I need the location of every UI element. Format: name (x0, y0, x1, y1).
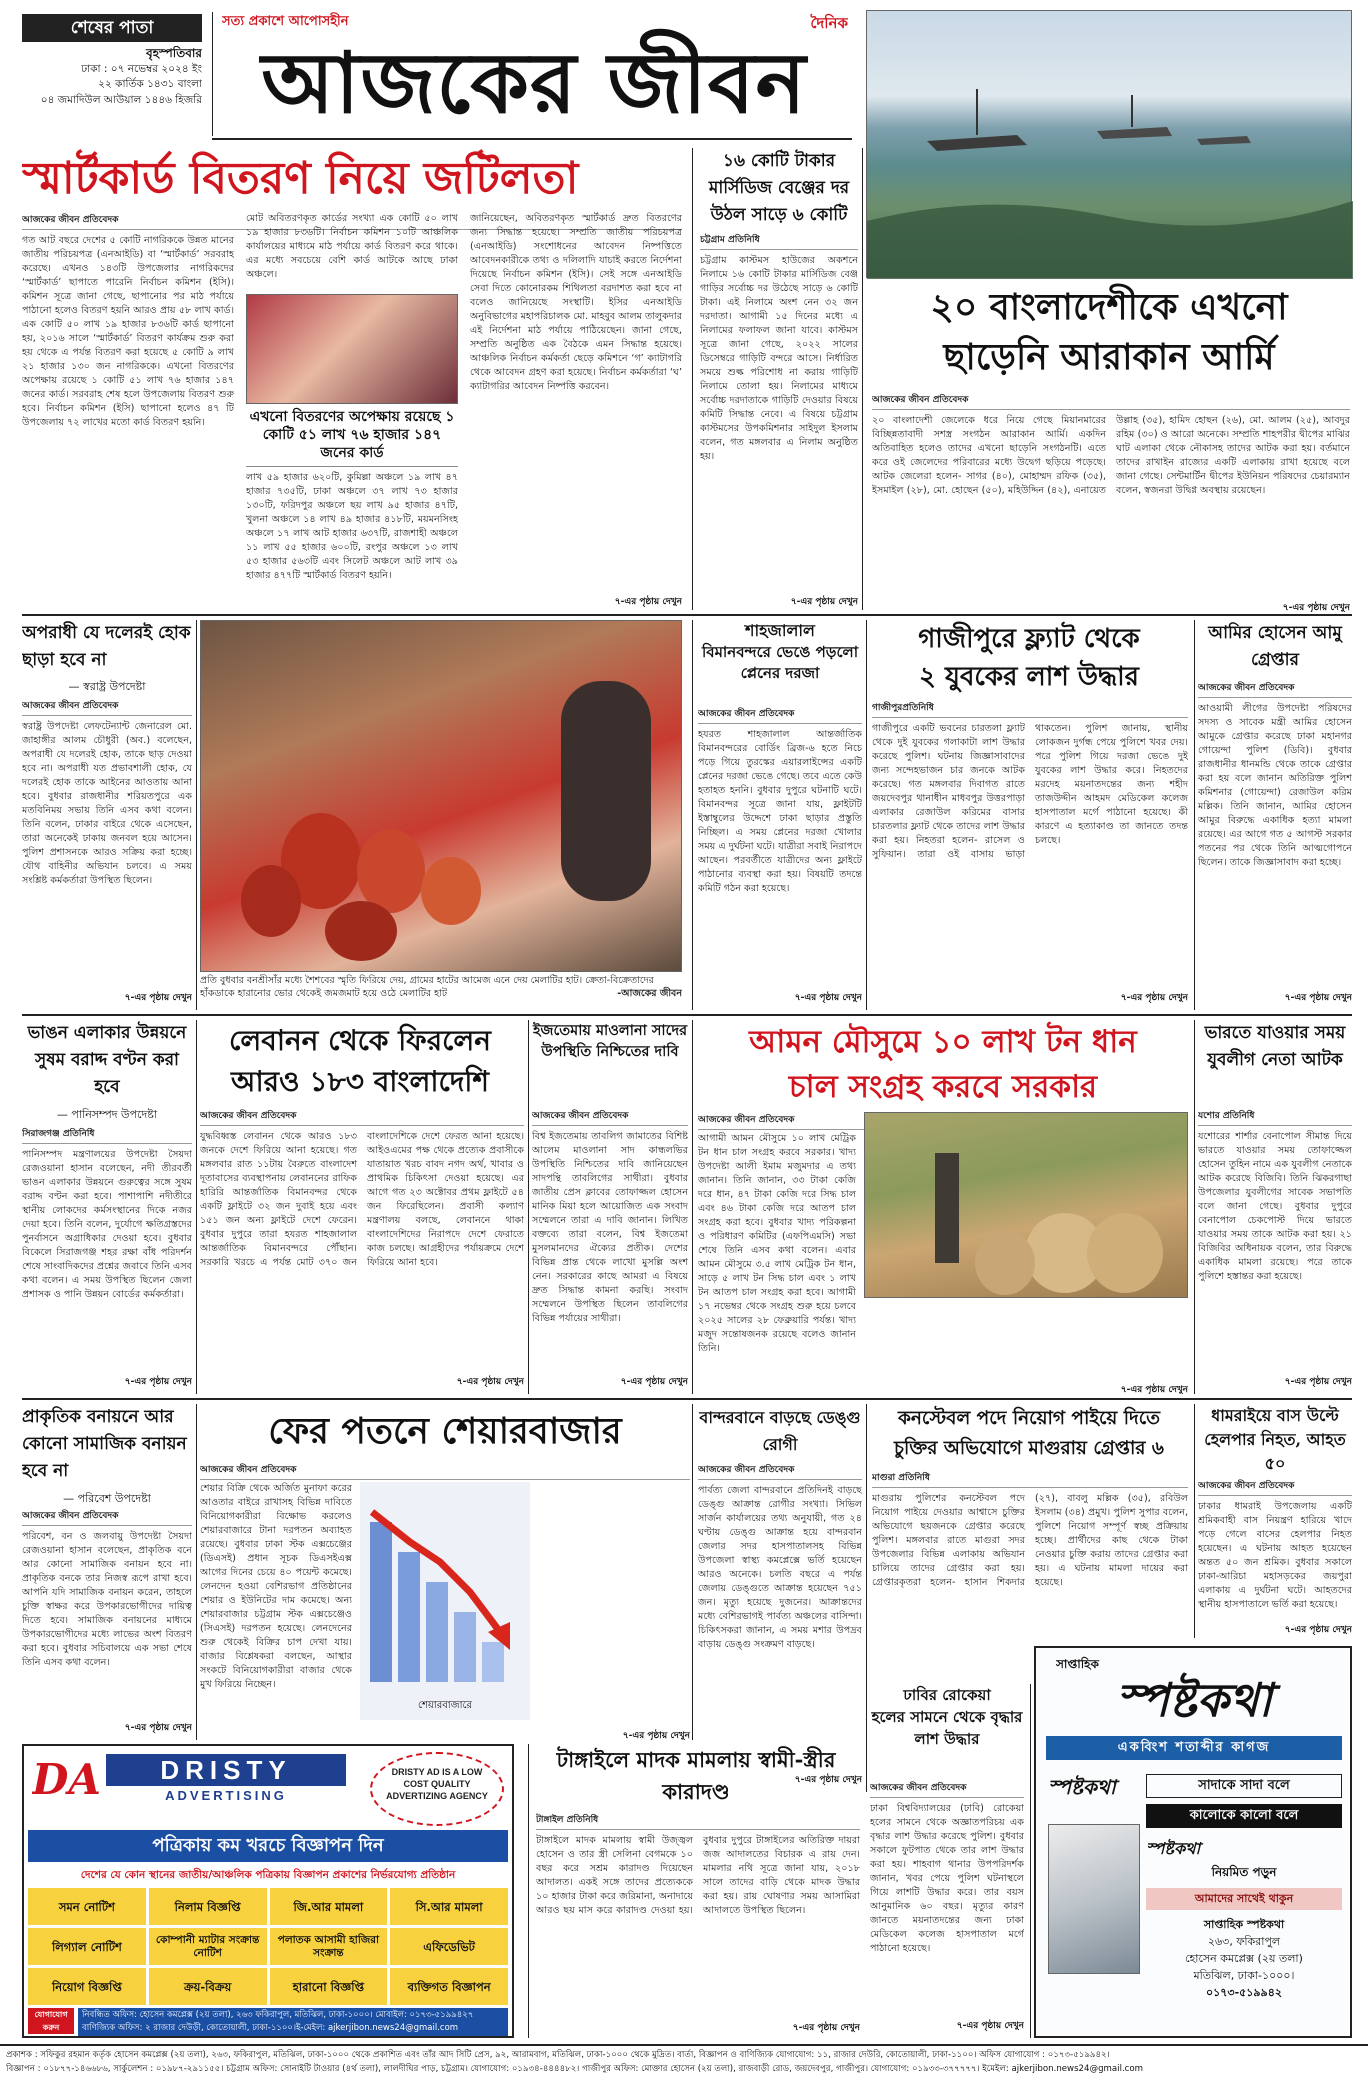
mercedes-headline: ১৬ কোটি টাকার মার্সিডিজ বেঞ্জের দর উঠল সাড়ে ৬ কোটি (708, 151, 850, 225)
service-cell: সমন নোটিশ (28, 1888, 146, 1925)
constable-body: মাগুরায় পুলিশের কনস্টেবল পদে নিয়োগ পাইয়ে দেওয়ার আশ্বাসে চুক্তির অভিযোগে ছয়জনকে গ্রেপ্তার করেছে পুলিশ। মঙ্গলবার রাতে মাগুরা সদর উপজেলার বিভিন্ন এলাকায় অভিযান চালিয়ে তাদের গ্রেপ্তার করা হয়। গ্রেপ্তারকৃতরা হলেন- হাসান শিকদার (২৭), বাবলু মল্লিক (৩৫), রবিউল ইসলাম (৩৪) প্রমুখ। পুলিশ সুপার বলেন, পুলিশে নিয়োগ সম্পূর্ণ স্বচ্ছ প্রক্রিয়ায় হচ্ছে। প্রার্থীদের কাছ থেকে টাকা নেওয়ার চুক্তি করায় তাদের গ্রেপ্তার করা হয়। এ ঘটনায় মামলা দায়ের করা হয়েছে। (872, 1493, 1188, 1588)
masthead-daily: দৈনিক (810, 14, 848, 32)
ijtema-article (532, 1108, 688, 1394)
gazipur-body: গাজীপুরে একটি ভবনের চারতলা ফ্ল্যাট থেকে দুই যুবকের গলাকাটা লাশ উদ্ধার করেছে পুলিশ। ঘটনায় জিজ্ঞাসাবাদের জন্য সন্দেহভাজন চার জনকে আটক করেছে। গত মঙ্গলবার দিবাগত রাতে জয়দেবপুর থানাধীন মাধবপুর উত্তরপাড়া এলাকার রেজাউল করিমের বাসার চারতলার ফ্ল্যাট থেকে তাদের লাশ উদ্ধার করা হয়। নিহতরা হলেন- রাসেল ও সুফিয়ান। তারা ওই বাসায় ভাড়া থাকতেন। পুলিশ জানায়, স্থানীয় লোকজন দুর্গন্ধ পেয়ে পুলিশে খবর দেয়। পরে পুলিশ গিয়ে দরজা ভেঙে দুই যুবকের লাশ উদ্ধার করে। নিহতদের মরদেহ ময়নাতদন্তের জন্য শহীদ তাজউদ্দীন আহমদ মেডিকেল কলেজ হাসপাতাল মর্গে পাঠানো হয়েছে। কী কারণে এ হত্যাকাণ্ড তা জানতে তদন্ত চলছে। (872, 723, 1188, 860)
arakan-headline-line1: ২০ বাংলাদেশীকে এখনো (930, 286, 1288, 328)
dengue-body: পার্বত্য জেলা বান্দরবানে প্রতিদিনই বাড়ছে ডেঙ্গু আক্রান্ত রোগীর সংখ্যা। সিভিল সার্জন কার্যালয়ের তথ্য অনুযায়ী, গত ২৪ ঘণ্টায় ডেঙ্গু আক্রান্ত হয়ে বান্দরবান জেলার সদর হাসপাতালসহ বিভিন্ন উপজেলা স্বাস্থ্য কমপ্লেক্সে ভর্তি হয়েছেন আরও অনেকে। চলতি বছরে এ পর্যন্ত জেলায় ডেঙ্গুতে আক্রান্ত হয়েছেন ৭৫১ জন। মৃত্যু হয়েছে দুজনের। আক্রান্তদের মধ্যে বেশিরভাগই পার্বত্য অঞ্চলের বাসিন্দা। চিকিৎসকরা জানান, এ সময় মশার উপদ্রব বাড়ায় ডেঙ্গু সংক্রমণ বাড়ছে। (698, 1485, 862, 1650)
lebanon-headline (200, 1020, 520, 1102)
imprint-line1: প্রকাশক : সফিকুর রহমান কর্তৃক হোসেন কমপ্লেক্স (২য় তলা), ২৬৩, ফকিরাপুল, মতিঝিল, ঢাকা-১০০০ থেকে প্রকাশিত এবং তাঁর আদ সিটি প্রেস, ৯২, আরামবাগ, মতিঝিল, ঢাকা-১০০০ থেকে মুদ্রিত। বার্তা, বিজ্ঞাপন ও বাণিজ্যিক যোগাযোগ: ১১, রাজার দেউরি, কোতোয়ালী, ঢাকা-১১০০। অফিস যোগাযোগ : ০১৭৩-৫১৯৯৪২। (6, 2050, 1110, 2060)
dristy-logo-letters: DA (32, 1755, 102, 1804)
shahjalal-byline: আজকের জীবন প্রতিবেদক (698, 706, 862, 724)
spastakatha-office-name: সাপ্তাহিক স্পষ্টকথা (1203, 1918, 1285, 1931)
slum-body: পানিসম্পদ মন্ত্রণালয়ের উপদেষ্টা সৈয়দা রেজওয়ানা হাসান বলেছেন, নদী তীরবর্তী ভাঙন এলাকার উন্নয়নে গুরুত্বের সঙ্গে সুষম বরাদ্দ বণ্টন করা হবে। পাশাপাশি নদীতীরে স্থানীয় লোকদের কর্মসংস্থানের দিকে নজর দেয়া হবে। তিনি বলেন, দুর্যোগে ক্ষতিগ্রস্তদের পুনর্বাসনে অগ্রাধিকার দেওয়া হবে। বুধবার বিকেলে সিরাজগঞ্জ শহর রক্ষা বাঁধ পরিদর্শন শেষে সাংবাদিকদের প্রশ্নের জবাবে তিনি এসব কথা বলেন। এ সময় উপস্থিত ছিলেন জেলা প্রশাসক ও পানি উন্নয়ন বোর্ডের কর্মকর্তারা। (22, 1149, 192, 1300)
nature-article (22, 1508, 192, 1740)
constable-headline (870, 1404, 1188, 1466)
day: বৃহস্পতিবার (146, 46, 202, 60)
market-photo (200, 620, 682, 972)
mercedes-article (700, 232, 858, 612)
nature-body: পরিবেশ, বন ও জলবায়ু উপদেষ্টা সৈয়দা রেজওয়ানা হাসান বলেছেন, প্রাকৃতিক বনে আর কোনো সামাজিক বনায়ন হবে না। প্রাকৃতিক বনকে তার নিজস্ব রূপে রাখা হবে। আপনি যদি সামাজিক বনায়ন করেন, তাহলে চুক্তি স্বাক্ষর করে উপকারভোগীদের দায়িত্ব দিতে হবে। সামাজিক বনায়নের মাধ্যমে উপকারভোগীদের মধ্যে লাভের অংশ বিতরণ করা হবে। বুধবার সচিবালয়ে এক সভা শেষে তিনি এসব কথা বলেন। (22, 1531, 192, 1668)
bus-headline: ধামরাইয়ে বাস উল্টে হেলপার নিহত, আহত ৫০ (1204, 1406, 1346, 1473)
share-byline: আজকের জীবন প্রতিবেদক (200, 1462, 690, 1480)
service-cell: কোম্পানী ম্যাটার সংক্রান্ত নোটিশ (149, 1928, 267, 1965)
lebanon-article (200, 1108, 524, 1394)
youth-league-article (1198, 1108, 1352, 1394)
nature-byline: আজকের জীবন প্রতিবেদক (22, 1508, 192, 1526)
spastakatha-with-us: আমাদের সাথেই থাকুন (1146, 1888, 1342, 1910)
youth-league-headline: ভারতে যাওয়ার সময় যুবলীগ নেতা আটক (1204, 1023, 1346, 1070)
bus-byline: আজকের জীবন প্রতিবেদক (1198, 1478, 1352, 1496)
date-hijri: ০৪ জমাদিউল আউয়াল ১৪৪৬ হিজরি (40, 93, 202, 106)
masthead-tagline: সত্য প্রকাশে আপোসহীন (222, 14, 349, 29)
amir-article (1198, 680, 1352, 1010)
shahjalal-continue: ৭-এর পৃষ্ঠায় দেখুন (794, 993, 862, 1003)
amir-body: আওয়ামী লীগের উপদেষ্টা পরিষদের সদস্য ও সাবেক মন্ত্রী আমির হোসেন আমুকে গ্রেপ্তার করেছে ঢাকা মহানগর গোয়েন্দা পুলিশ (ডিবি)। বুধবার রাজধানীর ধানমন্ডি থেকে তাকে গ্রেপ্তার করা হয় বলে জানান অতিরিক্ত পুলিশ কমিশনার (গোয়েন্দা) রেজাউল করিম মল্লিক। তিনি জানান, আমির হোসেন আমুর বিরুদ্ধে একাধিক হত্যা মামলা রয়েছে। এর আগে গত ৫ আগস্ট সরকার পতনের পর থেকে তিনি আত্মগোপনে ছিলেন। তাকে জিজ্ঞাসাবাদ করা হচ্ছে। (1198, 703, 1352, 868)
spastakatha-addr3: মতিঝিল, ঢাকা-১০০০। (1193, 1969, 1295, 1982)
spastakatha-ad[interactable] (1034, 1646, 1352, 2038)
market-photo-caption (200, 974, 682, 1010)
ijtema-body: বিশ্ব ইজতেমায় তাবলিগ জামাতের বিশিষ্ট আলেম মাওলানা সাদ কান্ধলভির উপস্থিতি নিশ্চিতের দাবি জানিয়েছেন সাদপন্থি তাবলিগের সাথীরা। বুধবার জাতীয় প্রেস ক্লাবের তোফাজ্জল হোসেন মানিক মিয়া হলে আয়োজিত এক সংবাদ সম্মেলনে তারা এ দাবি জানান। লিখিত বক্তব্যে তারা বলেন, বিশ্ব ইজতেমা মুসলমানদের ঐক্যের প্রতীক। দেশের বিভিন্ন প্রান্ত থেকে লাখো মুসল্লি অংশ নেন। সরকারের কাছে আমরা এ বিষয়ে দ্রুত সিদ্ধান্ত কামনা করছি। সংবাদ সম্মেলনে উপস্থিত ছিলেন তাবলিগের বিভিন্ন পর্যায়ের সাথীরা। (532, 1131, 688, 1324)
slum-continue: ৭-এর পৃষ্ঠায় দেখুন (124, 1377, 192, 1387)
imprint-line2: বিজ্ঞাপন : ০১৮৭৭-১৪৬৬৮৬, সার্কুলেশন : ০১৯৮৭-২৯১১৫৫। চট্টগ্রাম অফিস: সোনাইটি টাওয়ার (৪র্থ তলা), লালদীঘির পাড়, চট্টগ্রাম। যোগাযোগ: ০১৯৩৪-৪৪৪৪৮২। গাজীপুর অফিস: মোক্তার হোসেন (২য় তলা), রাজবাড়ী রোড, জয়দেবপুর, গাজীপুর। যোগাযোগ: ০১৯৩৩-৩৭৭৭৭৭। ইমেইল: ajkerjibon.news24@gmail.com (6, 2064, 1144, 2074)
spastakatha-addr2: হোসেন কমপ্লেক্স (২য় তলা) (1185, 1952, 1303, 1965)
service-cell: লিগ্যাল নোটিশ (28, 1928, 146, 1965)
tangail-byline: টাঙ্গাইল প্রতিনিধি (536, 1812, 860, 1830)
service-cell: নিলাম বিজ্ঞপ্তি (149, 1888, 267, 1925)
dhabi-byline: আজকের জীবন প্রতিবেদক (870, 1780, 1024, 1798)
lead-col1: গত আট বছরে দেশের ৫ কোটি নাগরিককে উন্নত মানের জাতীয় পরিচয়পত্র (এনআইডি) বা ‘স্মার্টকার্ড’ সরবরাহ করেছে। এখনও ১৪৩টি উপজেলার নাগরিকদের ‘স্মার্টকার্ড’ ছাপাতে পারেনি নির্বাচন কমিশন (ইসি)। কমিশন সূত্রে জানা গেছে, ছাপানোর পর মাঠ পর্যায়ে পাঠানো হলেও বিতরণ হয়নি আরও প্রায় ৫৮ লাখ কার্ড। এক কোটি ৫০ লাখ ১৯ হাজার ৮৩৬টি কার্ড ছাপানো হয়, ২০১৬ সালে ‘স্মার্টকার্ড’ বিতরণ কার্যক্রম শুরু করা হয় থেকে এ পর্যন্ত বিতরণ করা হয়েছে ৫ কোটি ৯ লাখ ২১ হাজার ১৩০ জন নাগরিককে। এখনো বিতরণের অপেক্ষায় রয়েছে ১ কোটি ৫১ লাখ ৭৬ হাজার ১৪৭ জনের কার্ড। সরবরাহ শেষ হলে উপজেলায় বিতরণ শুরু হবে। নির্বাচন কমিশন (ইসি) ছাপানো হলেও ৪৭ টি উপজেলায় ৭২ লাখের মতো কার্ড বিতরণ হয়নি। (22, 235, 234, 428)
dengue-article (698, 1462, 862, 1792)
falling-chart-illustration (360, 1482, 530, 1692)
lead-col2b: লাখ ৫৯ হাজার ৬২০টি, কুমিল্লা অঞ্চলে ১৯ লাখ ৪৭ হাজার ৭৩৫টি, ঢাকা অঞ্চলে ৩৭ লাখ ৭৩ হাজার ১৩০টি, ফরিদপুর অঞ্চলে ছয় লাখ ৯৫ হাজার ৪৭টি, খুলনা অঞ্চলে ১৪ লাখ ৪৯ হাজার ৪১৮টি, ময়মনসিংহ অঞ্চলে ১৭ লাখ আট হাজার ৬৩৭টি, রাজশাহী অঞ্চলে ১১ লাখ ৫৫ হাজার ৬০০টি, রংপুর অঞ্চলে ১৩ লাখ ৫৩ হাজার ৫৬৩টি এবং সিলেট অঞ্চলে আট লাখ ৩৯ হাজার ৪৭৭টি স্মার্টকার্ড বিতরণ হয়নি। (246, 472, 458, 581)
arakan-article (872, 392, 1350, 612)
aman-headline (698, 1020, 1188, 1110)
lead-byline: আজকের জীবন প্রতিবেদক (22, 212, 682, 230)
boats-illustration (867, 11, 1353, 279)
dhabi-kicker: ঢাবির রোকেয়া (903, 1686, 991, 1704)
mercedes-continue: ৭-এর পৃষ্ঠায় দেখুন (790, 597, 858, 607)
spastakatha-phone: ০১৭৩-৫১৯৯৪২ (1205, 1986, 1282, 1999)
gazipur-headline-line1: গাজীপুরে ফ্ল্যাট থেকে (918, 624, 1140, 654)
tangail-article (536, 1812, 860, 2038)
rice-photo (864, 1112, 1188, 1298)
boats-photo (866, 10, 1352, 278)
ijtema-byline: আজকের জীবন প্রতিবেদক (532, 1108, 688, 1126)
imprint-footer (6, 2048, 1362, 2090)
dhabi-title: হলের সামনে থেকে বৃদ্ধার লাশ উদ্ধার (871, 1708, 1023, 1748)
arakan-headline (866, 282, 1352, 382)
arakan-headline-line2: ছাড়েনি আরাকান আর্মি (943, 336, 1275, 378)
dhabi-body: ঢাকা বিশ্ববিদ্যালয়ের (ঢাবি) রোকেয়া হলের সামনে থেকে অজ্ঞাতপরিচয় এক বৃদ্ধার লাশ উদ্ধার করেছে পুলিশ। বুধবার সকালে ফুটপাত থেকে তার লাশ উদ্ধার করা হয়। শাহবাগ থানার উপপরিদর্শক জানান, খবর পেয়ে পুলিশ ঘটনাস্থলে গিয়ে লাশটি উদ্ধার করে। তার বয়স আনুমানিক ৬০ বছর। মৃত্যুর কারণ জানতে ময়নাতদন্তের জন্য ঢাকা মেডিকেল কলেজ হাসপাতাল মর্গে পাঠানো হয়েছে। (870, 1803, 1024, 1954)
bus-article (1198, 1478, 1352, 1638)
youth-league-byline: যশোর প্রতিনিধি (1198, 1108, 1352, 1126)
bus-continue: ৭-এর পৃষ্ঠায় দেখুন (1284, 1625, 1352, 1635)
aman-article (698, 1112, 1188, 1394)
dhabi-headline (870, 1684, 1024, 1776)
nature-continue: ৭-এর পৃষ্ঠায় দেখুন (124, 1723, 192, 1733)
rice-sacks-illustration (865, 1113, 1188, 1299)
dengue-continue: ৭-এর পৃষ্ঠায় দেখুন (794, 1775, 862, 1785)
dristy-address (78, 2008, 508, 2036)
service-cell: জি.আর মামলা (270, 1888, 388, 1925)
lebanon-continue: ৭-এর পৃষ্ঠায় দেখুন (456, 1377, 524, 1387)
gazipur-byline: গাজীপুরপ্রতিনিধি (872, 700, 1188, 718)
aman-byline: আজকের জীবন প্রতিবেদক (698, 1112, 1188, 1130)
accused-byline: আজকের জীবন প্রতিবেদক (22, 698, 192, 716)
spastakatha-weekly: সাপ্তাহিক (1056, 1657, 1099, 1671)
gazipur-article (872, 700, 1188, 1010)
share-continue: ৭-এর পৃষ্ঠায় দেখুন (622, 1731, 690, 1740)
dengue-byline: আজকের জীবন প্রতিবেদক (698, 1462, 862, 1480)
lead-continue: ৭-এর পৃষ্ঠায় দেখুন (614, 597, 682, 607)
dristy-badge: DRISTY AD IS A LOW COST QUALITY ADVERTIZING AGENCY (370, 1752, 504, 1826)
spastakatha-tagline: একবিংশ শতাব্দীর কাগজ (1046, 1736, 1342, 1760)
accused-continue: ৭-এর পৃষ্ঠায় দেখুন (124, 993, 192, 1003)
issue-date (22, 46, 202, 134)
lead-col2: মোট অবিতরণকৃত কার্ডের সংখ্যা এক কোটি ৫০ লাখ ১৯ হাজার ৮৩৬টি। নির্বাচন কমিশন ১০টি আঞ্চলিক কার্যালয়ের মাধ্যমে মাঠ পর্যায়ে কার্ড বিতরণ করে থাকে। এর মধ্যে সবচেয়ে বেশি কার্ড আটকে আছে ঢাকা অঞ্চলে। (246, 213, 458, 280)
date-bangla: ২২ কার্তিক ১৪৩১ বাংলা (98, 78, 202, 90)
aman-headline-line2: চাল সংগ্রহ করবে সরকার (788, 1069, 1098, 1105)
constable-byline: মাগুরা প্রতিনিধি (872, 1470, 1188, 1488)
shahjalal-headline (698, 620, 862, 704)
dristy-sub-banner: দেশের যে কোন স্থানের জাতীয়/আঞ্চলিক পত্রিকায় বিজ্ঞাপন প্রকাশের নির্ভরযোগ্য প্রতিষ্ঠান (80, 1869, 456, 1881)
spastakatha-title: স্পষ্টকথা (1116, 1673, 1272, 1727)
gazipur-headline-line2: ২ যুবকের লাশ উদ্ধার (919, 662, 1139, 692)
constable-headline-line2: চুক্তির অভিযোগে মাগুরায় গ্রেপ্তার ৬ (894, 1438, 1164, 1459)
accused-body: স্বরাষ্ট্র উপদেষ্টা লেফটেন্যান্ট জেনারেল মো. জাহাঙ্গীর আলম চৌধুরী (অব.) বলেছেন, অপরাধী যে দলেরই হোক, তাকে ছাড় দেওয়া হবে না। অপরাধী যত প্রভাবশালী হোক, যে দলেরই হোক তাকে আইনের আওতায় আনা হবে। বুধবার রাজধানীর শরিয়তপুরে এক মতবিনিময় সভায় তিনি এসব কথা বলেন। তিনি বলেন, ঢাকার বাইরে থেকে এসেছেন, তারা অনেকেই ঢাকায় জনবল হয়ে আসেন। পুলিশ প্রশাসনকে আরও সক্রিয় করা হচ্ছে। যৌথ বাহিনীর অভিযান চলবে। এ সময় সংশ্লিষ্ট কর্মকর্তারা উপস্থিত ছিলেন। (22, 721, 192, 886)
newspaper-title: আজকের জীবন (261, 33, 807, 132)
share-article (200, 1462, 690, 1740)
dristy-banner: পত্রিকায় কম খরচে বিজ্ঞাপন দিন (28, 1830, 508, 1862)
dristy-logo (32, 1752, 352, 1810)
accused-article (22, 698, 192, 1010)
share-graphic-label: শেয়ারবাজারে (417, 1700, 473, 1711)
spastakatha-slogan1: সাদাকে সাদা বলে (1146, 1774, 1342, 1798)
aman-continue: ৭-এর পৃষ্ঠায় দেখুন (1120, 1385, 1188, 1394)
slum-headline: ভাঙন এলাকার উন্নয়নে সুষম বরাদ্দ বণ্টন করা হবে (27, 1023, 187, 1097)
slum-byline: সিরাজগঞ্জ প্রতিনিধি (22, 1126, 192, 1144)
lead-article (22, 212, 682, 614)
gazipur-continue: ৭-এর পৃষ্ঠায় দেখুন (1120, 993, 1188, 1003)
service-cell: নিয়োগ বিজ্ঞপ্তি (28, 1968, 146, 2005)
amir-headline: আমির হোসেন আমু গ্রেপ্তার (1208, 623, 1342, 670)
lead-headline: স্মার্টকার্ড বিতরণ নিয়ে জটিলতা (22, 153, 579, 204)
dristy-brand-sub: ADVERTISING (165, 1788, 287, 1803)
youth-league-body: যশোরের শার্শার বেনাপোল সীমান্ত দিয়ে ভারতে যাওয়ার সময় তোফাজ্জেল হোসেন তুহিন নামে এক যুবলীগ নেতাকে আটক করেছে বিজিবি। তিনি ঝিকরগাছা উপজেলার যুবলীগের সাবেক সভাপতি বলে জানা গেছে। বুধবার দুপুরে বেনাপোল চেকপোস্ট দিয়ে ভারতে যাওয়ার সময় তাকে আটক করা হয়। ২১ বিজিবির অধিনায়ক বলেন, তার বিরুদ্ধে একাধিক মামলা রয়েছে। পরে তাকে পুলিশে হস্তান্তর করা হয়েছে। (1198, 1131, 1352, 1282)
dristy-ad[interactable] (22, 1744, 514, 2038)
dristy-address-line1: নিবন্ধিত অফিস: হোসেন কমপ্লেক্স (২য় তলা), ২৬৩ ফকিরাপুল, মতিঝিল, ঢাকা-১০০০। মোবাইল: ০১৭৩-৫১৯৯৪২৭ (82, 2010, 474, 2020)
dristy-address-line2: বাণিজ্যিক অফিস: ২ রাজার দেউড়ী, কোতোয়ালী, ঢাকা-১১০০।ই-মেইল: ajkerjibon.news24@gmail.com (82, 2023, 459, 2033)
share-body: শেয়ার বিক্রি থেকে অর্জিত মুনাফা করের আওতার বাইরে রাখাসহ বিভিন্ন দাবিতে বিনিয়োগকারীরা বিক্ষোভ করলেও শেয়ারবাজারে টানা দরপতন অব্যাহত রয়েছে। বুধবার ঢাকা স্টক এক্সচেঞ্জের (ডিএসই) প্রধান সূচক ডিএসইএক্স আগের দিনের চেয়ে ৪০ পয়েন্ট কমেছে। লেনদেন হওয়া বেশিরভাগ প্রতিষ্ঠানের শেয়ার ও ইউনিটের দাম কমেছে। অন্য শেয়ারবাজার চট্টগ্রাম স্টক এক্সচেঞ্জেও (সিএসই) দরপতন হয়েছে। লেনদেনের শুরু থেকেই বিক্রির চাপ দেখা যায়। বাজার বিশ্লেষকরা বলছেন, আস্থার সংকটে বিনিয়োগকারীরা বাজার থেকে মুখ ফিরিয়ে নিচ্ছেন। (200, 1483, 352, 1690)
aman-headline-line1: আমন মৌসুমে ১০ লাখ টন ধান (749, 1024, 1137, 1060)
accused-headline: অপরাধী যে দলেরই হোক ছাড়া হবে না (22, 623, 191, 670)
accused-kicker: — স্বরাষ্ট্র উপদেষ্টা (68, 680, 146, 693)
service-cell: পলাতক আসামী হাজিরা সংক্রান্ত (270, 1928, 388, 1965)
lebanon-headline-line2: আরও ১৮৩ বাংলাদেশি (231, 1065, 489, 1098)
dristy-brand: DRISTY (106, 1754, 346, 1786)
shahjalal-title: বিমানবন্দরে ভেঙে পড়লো প্লেনের দরজা (701, 643, 859, 682)
dhabi-article (870, 1780, 1024, 2038)
spastakatha-slogan2: কালোকে কালো বলে (1146, 1804, 1342, 1828)
shahjalal-kicker: শাহজালাল (745, 621, 815, 640)
lebanon-headline-line1: লেবানন থেকে ফিরলেন (229, 1024, 491, 1057)
arakan-continue: ৭-এর পৃষ্ঠায় দেখুন (1282, 603, 1350, 612)
nature-kicker: — পরিবেশ উপদেষ্টা (63, 1492, 151, 1505)
smartcard-photo-caption: এখনো বিতরণের অপেক্ষায় রয়েছে ১ কোটি ৫১ লাখ ৭৬ হাজার ১৪৭ জনের কার্ড (246, 404, 458, 467)
spastakatha-mini-title-2: স্পষ্টকথা (1146, 1839, 1201, 1858)
date-english: ঢাকা : ০৭ নভেম্বর ২০২৪ ইং (81, 62, 202, 75)
mercedes-byline: চট্টগ্রাম প্রতিনিধি (700, 232, 858, 250)
gazipur-headline (870, 620, 1188, 696)
slum-kicker: — পানিসম্পদ উপদেষ্টা (56, 1108, 158, 1121)
dengue-headline: বান্দরবানে বাড়ছে ডেঙ্গু রোগী (699, 1408, 861, 1454)
dhabi-continue: ৭-এর পৃষ্ঠায় দেখুন (956, 2021, 1024, 2031)
ijtema-headline: ইজতেমায় মাওলানা সাদের উপস্থিতি নিশ্চিতের দাবি (532, 1022, 688, 1060)
youth-league-continue: ৭-এর পৃষ্ঠায় দেখুন (1284, 1377, 1352, 1387)
ijtema-continue: ৭-এর পৃষ্ঠায় দেখুন (620, 1377, 688, 1387)
market-caption-text: প্রতি বুধবার বনশ্রীসাঁর মধ্যে শৈশবের স্মৃতি ফিরিয়ে দেয়, গ্রামের হাটের আমেজ এনে দেয় মেলাটির হাট। ক্রেতা-বিক্রেতাদের হাঁকডাকে হারানোর ভোর থেকেই জমজমাট হয়ে ওঠে মেলাটির হাট (200, 975, 654, 999)
dristy-services-grid (28, 1888, 508, 2006)
share-headline: ফের পতনে শেয়ারবাজার (268, 1410, 622, 1452)
share-body-right (538, 1482, 690, 1720)
spastakatha-addr1: ২৬৩, ফকিরাপুল (1207, 1935, 1281, 1948)
spastakatha-mini-title: স্পষ্টকথা (1048, 1775, 1116, 1799)
service-cell: ক্রয়-বিক্রয় (149, 1968, 267, 2005)
share-graphic (360, 1482, 530, 1720)
mercedes-body: চট্টগ্রাম কাস্টমস হাউজের অকশনে নিলামে ১৬ কোটি টাকার মার্সিডিজ বেঞ্জ গাড়ির সর্বোচ্চ দর উঠেছে সাড়ে ৬ কোটি টাকা। এই নিলামে অংশ নেন ৩২ জন দরদাতা। আগামী ১৫ দিনের মধ্যে এ নিলামের ফলাফল জানা যাবে। কাস্টমস সূত্রে জানা গেছে, ২০২২ সালের ডিসেম্বরে গাড়িটি বন্দরে আসে। নির্ধারিত সময়ে শুল্ক পরিশোধ না করায় গাড়িটি নিলামে তোলা হয়। নিলামের মাধ্যমে সর্বোচ্চ দরদাতাকে গাড়িটি দেওয়ার বিষয়ে কমিটি সিদ্ধান্ত নেবে। এ বিষয়ে চট্টগ্রাম কাস্টমসের উপকমিশনার সাইদুল ইসলাম বলেন, গত মঙ্গলবার এ নিলাম অনুষ্ঠিত হয়। (700, 255, 858, 462)
lebanon-body: যুদ্ধবিধ্বস্ত লেবানন থেকে আরও ১৮৩ জনকে দেশে ফিরিয়ে আনা হয়েছে। গত মঙ্গলবার রাত ১১টায় বৈরুতে বাংলাদেশ দূতাবাসের ব্যবস্থাপনায় লেবাননের রাফিক হারিরি আন্তর্জাতিক বিমানবন্দর থেকে একটি ফ্লাইটে ৩২ জন দুবাই হয়ে এবং ১৫১ জন অন্য ফ্লাইটে দেশে ফেরেন। বুধবার দুপুরে তারা হযরত শাহজালাল আন্তর্জাতিক বিমানবন্দরে পৌঁছান। সরকারি খরচে এ পর্যন্ত মোট ৩৭০ জন বাংলাদেশিকে দেশে ফেরত আনা হয়েছে। আইওএমের পক্ষ থেকে প্রত্যেক প্রবাসীকে যাতায়াত খরচ বাবদ নগদ অর্থ, খাবার ও প্রাথমিক চিকিৎসা দেওয়া হয়েছে। এর আগে গত ২৩ অক্টোবর প্রথম ফ্লাইটে ৫৪ জন ফিরেছিলেন। প্রবাসী কল্যাণ মন্ত্রণালয় বলছে, লেবাননে থাকা বাংলাদেশিদের নিরাপদে দেশে ফেরাতে কাজ চলছে। আগ্রহীদের পর্যায়ক্রমে দেশে ফিরিয়ে আনা হবে। (200, 1131, 524, 1268)
arakan-byline: আজকের জীবন প্রতিবেদক (872, 392, 1350, 410)
nature-headline: প্রাকৃতিক বনায়নে আর কোনো সামাজিক বনায়ন হবে না (22, 1407, 187, 1481)
tangail-body: টাঙ্গাইলে মাদক মামলায় স্বামী উজ্জ্বল হোসেন ও তার স্ত্রী সেলিনা বেগমকে ১০ বছর করে সশ্রম কারাদণ্ড দিয়েছেন আদালত। একই সঙ্গে তাদের প্রত্যেককে ১০ হাজার টাকা করে জরিমানা, অনাদায়ে আরও ছয় মাস করে কারাদণ্ড দেওয়া হয়। বুধবার দুপুরে টাঙ্গাইলের অতিরিক্ত দায়রা জজ আদালতের বিচারক এ রায় দেন। মামলার নথি সূত্রে জানা যায়, ২০১৮ সালে তাদের বাড়ি থেকে মাদক উদ্ধার করা হয়। রায় ঘোষণার সময় আসামিরা আদালতে উপস্থিত ছিলেন। (536, 1835, 860, 1916)
dristy-contact-label: যোগাযোগ করুন (28, 2008, 74, 2034)
spastakatha-office (1146, 1916, 1342, 2026)
tangail-continue: ৭-এর পৃষ্ঠায় দেখুন (792, 2023, 860, 2033)
lebanon-byline: আজকের জীবন প্রতিবেদক (200, 1108, 524, 1126)
slum-article (22, 1126, 192, 1394)
service-cell: হারানো বিজ্ঞপ্তি (270, 1968, 388, 2005)
amir-byline: আজকের জীবন প্রতিবেদক (1198, 680, 1352, 698)
service-cell: এফিডেভিট (390, 1928, 508, 1965)
photo-credit: -আজকের জীবন (617, 988, 682, 999)
tangail-headline: টাঙ্গাইলে মাদক মামলায় স্বামী-স্ত্রীর কারাদণ্ড (556, 1747, 836, 1804)
smartcard-photo (246, 294, 458, 404)
spastakatha-read: নিয়মিত পড়ুন (1211, 1865, 1277, 1879)
constable-headline-line1: কনস্টেবল পদে নিয়োগ পাইয়ে দিতে (897, 1408, 1161, 1429)
amir-continue: ৭-এর পৃষ্ঠায় দেখুন (1284, 993, 1352, 1003)
arakan-body: ২০ বাংলাদেশী জেলেকে ধরে নিয়ে গেছে মিয়ানমারের বিচ্ছিন্নতাবাদী সশস্ত্র সংগঠন আরাকান আর্মি। একদিন অতিবাহিত হলেও তাদের এখনো ছাড়েনি সংগঠনটি। এতে করে ওই জেলেদের পরিবারের মধ্যে উদ্বেগ ছড়িয়ে পড়েছে। আটক জেলেরা হলেন- সাগর (৪০), মোহাম্মদ রফিক (৩৫), ইসমাইল (২৮), মো. হোছেন (৫০), মহিউদ্দিন (৪২), এনায়েত উল্লাহ (৩৫), হামিদ হোছন (২৬), মো. আলম (২৫), আবদুর রহিম (৩০) ও আরো অনেকে। সম্প্রতি শাহপরীর দ্বীপের মাঝির ঘাট এলাকা থেকে নৌকাসহ তাদের আটক করা হয়। বর্তমানে তাদের রাখাইন রাজ্যের একটি এলাকায় রাখা হয়েছে বলে জানা গেছে। সেন্টমার্টিন দ্বীপের ইউনিয়ন পরিষদের চেয়ারম্যান বলেন, স্বজনরা উদ্বিগ্ন অবস্থায় রয়েছেন। (872, 415, 1350, 496)
pottery-illustration (201, 621, 683, 973)
shahjalal-body: হযরত শাহজালাল আন্তর্জাতিক বিমানবন্দরের বোর্ডিং ব্রিজ-৬ হতে নিচে পড়ে গিয়ে তুরস্কের এয়ারলাইন্সের একটি প্লেনের দরজা ভেঙে গেছে। তবে এতে কেউ হতাহত হননি। বুধবার দুপুরে ঘটনাটি ঘটে। বিমানবন্দর সূত্রে জানা যায়, ফ্লাইটটি ইস্তাম্বুলের উদ্দেশে ঢাকা ছাড়ার প্রস্তুতি নিচ্ছিল। এ সময় প্লেনের দরজা খোলার সময় এ দুর্ঘটনা ঘটে। যাত্রীরা সবাই নিরাপদে আছেন। পরবর্তীতে যাত্রীদের অন্য ফ্লাইটে পাঠানোর ব্যবস্থা করা হয়। বিষয়টি তদন্তে কমিটি গঠন করা হয়েছে। (698, 729, 862, 894)
service-cell: ব্যক্তিগত বিজ্ঞাপন (390, 1968, 508, 2005)
lead-col3: জানিয়েছেন, অবিতরণকৃত স্মার্টকার্ড দ্রুত বিতরণের জন্য সিদ্ধান্ত হয়েছে। সম্প্রতি জাতীয় পরিচয়পত্র (এনআইডি) সংশোধনের আবেদন নিষ্পত্তিতে আবেদনকারীকে তথ্য ও দলিলাদি যাচাই করতে নির্দেশনা দিয়েছে নির্বাচন কমিশন (ইসি)। সেই সঙ্গে এনআইডি সেবা দিতে কোনোরকম শিথিলতা বরদাশত করা হবে না বলেও জানিয়েছে সংস্থাটি। ইসির এনআইডি অনুবিভাগের মহাপরিচালক মো. মাহবুব আলম তালুকদার এই নির্দেশনা মাঠ পর্যায়ে পাঠিয়েছেন। জানা গেছে, সম্প্রতি অনুষ্ঠিত এক বৈঠকে এমন সিদ্ধান্ত হয়েছে। আঞ্চলিক নির্বাচন কর্মকর্তা ছেড়ে কমিশনে ‘গ’ ক্যাটাগরি থেকে আবেদন গ্রহণ করা হয়েছে। নির্বাচন কর্মকর্তারা ‘ঘ’ ক্যাটাগরির আবেদন নিষ্পত্তি করবেন। (470, 213, 682, 392)
bus-body: ঢাকার ধামরাই উপজেলায় একটি শ্রমিকবাহী বাস নিয়ন্ত্রণ হারিয়ে খাদে পড়ে গেলে বাসের হেলপার নিহত হয়েছেন। এ ঘটনায় আহত হয়েছেন অন্তত ৫০ জন শ্রমিক। বুধবার সকালে ঢাকা-আরিচা মহাসড়কের জয়পুরা এলাকায় এ দুর্ঘটনা ঘটে। আহতদের স্থানীয় হাসপাতালে ভর্তি করা হয়েছে। (1198, 1501, 1352, 1610)
section-label: শেষের পাতা (22, 14, 202, 42)
shahjalal-article (698, 706, 862, 1010)
service-cell: সি.আর মামলা (390, 1888, 508, 1925)
aman-body: আগামী আমন মৌসুমে ১০ লাখ মেট্রিক টন ধান চাল সংগ্রহ করবে সরকার। খাদ্য উপদেষ্টা আলী ইমাম মজুমদার এ তথ্য জানান। তিনি জানান, ৩৩ টাকা কেজি দরে ধান, ৪৭ টাকা কেজি দরে সিদ্ধ চাল এবং ৪৬ টাকা কেজি দরে আতপ চাল সংগ্রহ করা হবে। বুধবার খাদ্য পরিকল্পনা ও পরিধারণ কমিটির (এফপিএমসি) সভা শেষে তিনি এসব কথা বলেন। এবার আমন মৌসুমে ৩.৫ লাখ মেট্রিক টন ধান, সাড়ে ৫ লাখ টন সিদ্ধ চাল এবং ১ লাখ টন আতপ চাল সংগ্রহ করা হবে। আগামী ১৭ নভেম্বর থেকে সংগ্রহ শুরু হয়ে চলবে ২০২৫ সালের ২৮ ফেব্রুয়ারি পর্যন্ত। খাদ্য মজুদ সন্তোষজনক রয়েছে বলেও জানান তিনি। (698, 1133, 856, 1354)
spastakatha-paper-photo (1048, 1824, 1140, 1974)
